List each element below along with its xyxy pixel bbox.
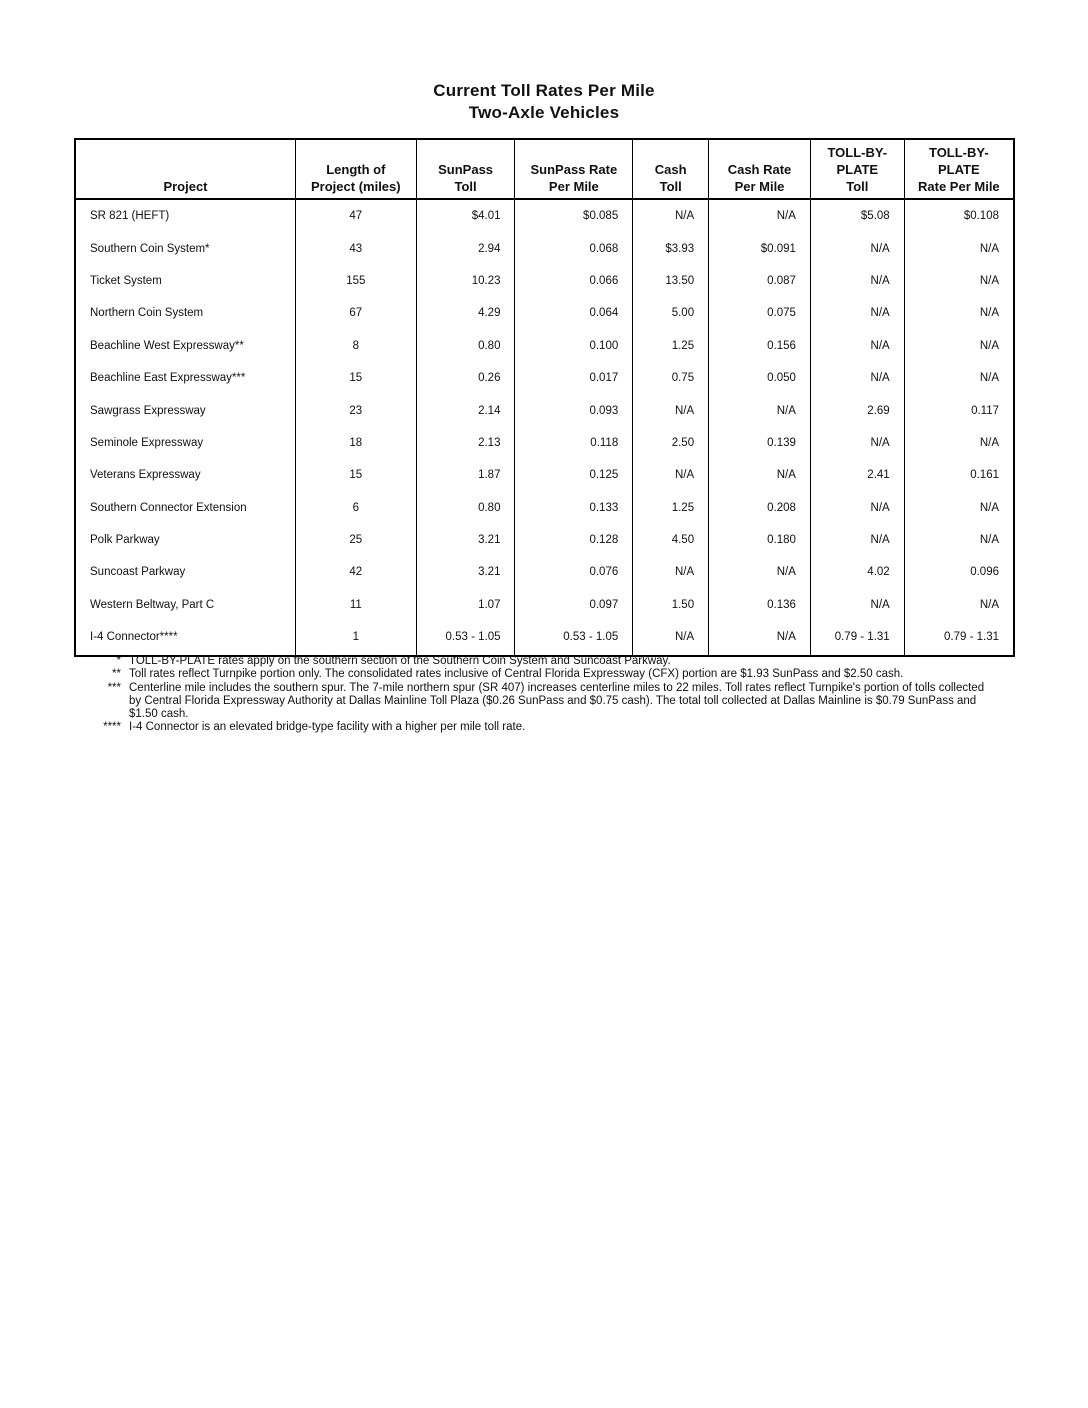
cell-cash-toll: 0.75 (633, 362, 709, 394)
table-row (75, 621, 1014, 656)
table-row (75, 524, 1014, 556)
cell-cash-rate: N/A (709, 459, 811, 491)
cell-sunpass-toll: 3.21 (416, 524, 515, 556)
cell-sunpass-rate: 0.128 (515, 524, 633, 556)
cell-sunpass-rate: 0.076 (515, 556, 633, 588)
cell-tbp-toll: N/A (810, 362, 904, 394)
cell-cash-rate: 0.180 (709, 524, 811, 556)
cell-tbp-rate: $0.108 (904, 199, 1014, 232)
table-row (75, 492, 1014, 524)
table-header-row (75, 139, 1014, 199)
cell-cash-toll: 1.25 (633, 330, 709, 362)
column-header-tbp-toll: TOLL-BY- PLATE Toll (810, 139, 904, 199)
column-header-tbp-rate: TOLL-BY- PLATE Rate Per Mile (904, 139, 1014, 199)
cell-cash-rate: 0.075 (709, 297, 811, 329)
cell-project-name: SR 821 (HEFT) (90, 210, 170, 223)
page-subtitle: Two-Axle Vehicles (468, 103, 620, 122)
cell-cash-rate: 0.050 (709, 362, 811, 394)
column-header-cash-toll: Cash Toll (633, 139, 709, 199)
cell-project-name: Suncoast Parkway (90, 566, 186, 579)
table-row (75, 232, 1014, 264)
cell-sunpass-toll: 2.13 (416, 427, 515, 459)
cell-sunpass-toll: 2.94 (416, 232, 515, 264)
cell-sunpass-rate: 0.017 (515, 362, 633, 394)
cell-cash-rate: N/A (709, 621, 811, 656)
cell-sunpass-toll: 0.26 (416, 362, 515, 394)
table-row (75, 199, 1014, 232)
cell-tbp-toll: N/A (810, 589, 904, 621)
cell-tbp-toll: N/A (810, 492, 904, 524)
cell-tbp-rate: N/A (904, 362, 1014, 394)
cell-project-name: Ticket System (90, 274, 162, 287)
cell-tbp-rate: N/A (904, 492, 1014, 524)
cell-sunpass-rate: $0.085 (515, 199, 633, 232)
cell-length: 18 (295, 427, 416, 459)
table-row (75, 556, 1014, 588)
cell-cash-rate: $0.091 (709, 232, 811, 264)
cell-sunpass-toll: 0.80 (416, 330, 515, 362)
cell-project-name: Sawgrass Expressway (90, 404, 206, 417)
cell-cash-rate: N/A (709, 394, 811, 426)
cell-length: 47 (295, 199, 416, 232)
cell-tbp-rate: N/A (904, 265, 1014, 297)
footnotes (74, 655, 1015, 735)
cell-project-name: Western Beltway, Part C (90, 598, 215, 611)
cell-cash-toll: N/A (633, 394, 709, 426)
cell-tbp-rate: N/A (904, 297, 1014, 329)
cell-tbp-toll: N/A (810, 330, 904, 362)
table-row (75, 265, 1014, 297)
cell-project-name: Northern Coin System (90, 307, 204, 320)
cell-length: 15 (295, 362, 416, 394)
cell-tbp-toll: N/A (810, 427, 904, 459)
cell-tbp-rate: N/A (904, 330, 1014, 362)
cell-length: 25 (295, 524, 416, 556)
cell-sunpass-toll: 2.14 (416, 394, 515, 426)
cell-tbp-toll: 0.79 - 1.31 (810, 621, 904, 656)
column-header-length: Length of Project (miles) (295, 139, 416, 199)
cell-length: 155 (295, 265, 416, 297)
cell-tbp-rate: N/A (904, 589, 1014, 621)
cell-cash-rate: N/A (709, 199, 811, 232)
cell-cash-toll: 2.50 (633, 427, 709, 459)
footnote-text: Centerline mile includes the southern spur. The 7-mile northern spur (SR 407) increases centerline miles to 22 miles. Toll rates reflect Turnpike's portion of tolls collected by Central Florida Expressway Authority at Dallas Mainline Toll Plaza ($0.26 SunPass and $0.75 cash). The total toll collected at Dallas Mainline is $0.79 SunPass and $1.50 cash. (129, 681, 985, 721)
footnote-mark: ** (112, 668, 121, 681)
cell-cash-rate: 0.208 (709, 492, 811, 524)
toll-rates-table (74, 138, 1015, 657)
cell-project-name: Southern Connector Extension (90, 501, 247, 514)
cell-tbp-toll: N/A (810, 524, 904, 556)
cell-cash-rate: 0.139 (709, 427, 811, 459)
cell-tbp-rate: N/A (904, 427, 1014, 459)
cell-cash-toll: 1.25 (633, 492, 709, 524)
cell-cash-rate: N/A (709, 556, 811, 588)
cell-project-name: Beachline East Expressway*** (90, 372, 246, 385)
cell-sunpass-toll: $4.01 (416, 199, 515, 232)
cell-sunpass-rate: 0.097 (515, 589, 633, 621)
footnote-text: I-4 Connector is an elevated bridge-type facility with a higher per mile toll rate. (129, 721, 526, 734)
cell-length: 23 (295, 394, 416, 426)
cell-sunpass-rate: 0.066 (515, 265, 633, 297)
cell-sunpass-rate: 0.093 (515, 394, 633, 426)
cell-sunpass-rate: 0.125 (515, 459, 633, 491)
cell-tbp-rate: 0.161 (904, 459, 1014, 491)
column-header-sunpass-rate: SunPass Rate Per Mile (515, 139, 633, 199)
cell-length: 42 (295, 556, 416, 588)
footnote-text: Toll rates reflect Turnpike portion only. The consolidated rates inclusive of Central Florida Expressway (CFX) portion are $1.93 SunPass and $2.50 cash. (129, 668, 904, 681)
cell-length: 11 (295, 589, 416, 621)
footnote (74, 655, 1015, 668)
cell-sunpass-toll: 1.87 (416, 459, 515, 491)
footnote (74, 721, 1015, 734)
cell-cash-rate: 0.087 (709, 265, 811, 297)
cell-sunpass-rate: 0.068 (515, 232, 633, 264)
cell-sunpass-toll: 0.80 (416, 492, 515, 524)
cell-sunpass-rate: 0.100 (515, 330, 633, 362)
footnote (74, 668, 1015, 681)
footnote-mark: *** (107, 681, 121, 694)
cell-project-name: Polk Parkway (90, 534, 160, 547)
table-row (75, 362, 1014, 394)
cell-length: 15 (295, 459, 416, 491)
cell-length: 1 (295, 621, 416, 656)
column-header-sunpass-toll: SunPass Toll (416, 139, 515, 199)
cell-tbp-toll: 2.41 (810, 459, 904, 491)
table-row (75, 394, 1014, 426)
table-row (75, 297, 1014, 329)
cell-tbp-rate: 0.096 (904, 556, 1014, 588)
table-row (75, 459, 1014, 491)
cell-cash-toll: 5.00 (633, 297, 709, 329)
cell-project-name: Seminole Expressway (90, 436, 204, 449)
cell-cash-rate: 0.136 (709, 589, 811, 621)
footnote-mark: * (116, 655, 121, 667)
table-row (75, 427, 1014, 459)
cell-sunpass-rate: 0.064 (515, 297, 633, 329)
column-header-cash-rate: Cash Rate Per Mile (709, 139, 811, 199)
table-row (75, 330, 1014, 362)
cell-tbp-rate: 0.79 - 1.31 (904, 621, 1014, 656)
cell-length: 67 (295, 297, 416, 329)
cell-project-name: Southern Coin System* (90, 242, 210, 255)
page-title: Current Toll Rates Per Mile (433, 81, 655, 100)
cell-project-name: Veterans Expressway (90, 469, 201, 482)
cell-length: 43 (295, 232, 416, 264)
cell-cash-toll: N/A (633, 199, 709, 232)
cell-sunpass-rate: 0.118 (515, 427, 633, 459)
footnote-mark: **** (103, 721, 121, 734)
cell-tbp-toll: 2.69 (810, 394, 904, 426)
cell-sunpass-toll: 10.23 (416, 265, 515, 297)
cell-sunpass-rate: 0.53 - 1.05 (515, 621, 633, 656)
cell-cash-rate: 0.156 (709, 330, 811, 362)
cell-tbp-rate: 0.117 (904, 394, 1014, 426)
cell-tbp-rate: N/A (904, 232, 1014, 264)
cell-project-name: I-4 Connector**** (90, 631, 178, 644)
cell-length: 8 (295, 330, 416, 362)
cell-tbp-rate: N/A (904, 524, 1014, 556)
cell-length: 6 (295, 492, 416, 524)
cell-sunpass-toll: 4.29 (416, 297, 515, 329)
cell-cash-toll: 4.50 (633, 524, 709, 556)
cell-sunpass-toll: 1.07 (416, 589, 515, 621)
footnote-text: TOLL-BY-PLATE rates apply on the southern section of the Southern Coin System and Suncoast Parkway. (129, 655, 671, 667)
cell-cash-toll: N/A (633, 556, 709, 588)
cell-tbp-toll: N/A (810, 297, 904, 329)
cell-sunpass-toll: 3.21 (416, 556, 515, 588)
cell-cash-toll: 13.50 (633, 265, 709, 297)
cell-sunpass-toll: 0.53 - 1.05 (416, 621, 515, 656)
cell-cash-toll: 1.50 (633, 589, 709, 621)
table-row (75, 589, 1014, 621)
cell-tbp-toll: N/A (810, 265, 904, 297)
cell-tbp-toll: $5.08 (810, 199, 904, 232)
cell-cash-toll: $3.93 (633, 232, 709, 264)
column-header-project: Project (75, 139, 295, 199)
cell-cash-toll: N/A (633, 621, 709, 656)
cell-tbp-toll: 4.02 (810, 556, 904, 588)
footnote (74, 682, 1015, 722)
cell-project-name: Beachline West Expressway** (90, 339, 244, 352)
cell-sunpass-rate: 0.133 (515, 492, 633, 524)
cell-cash-toll: N/A (633, 459, 709, 491)
cell-tbp-toll: N/A (810, 232, 904, 264)
